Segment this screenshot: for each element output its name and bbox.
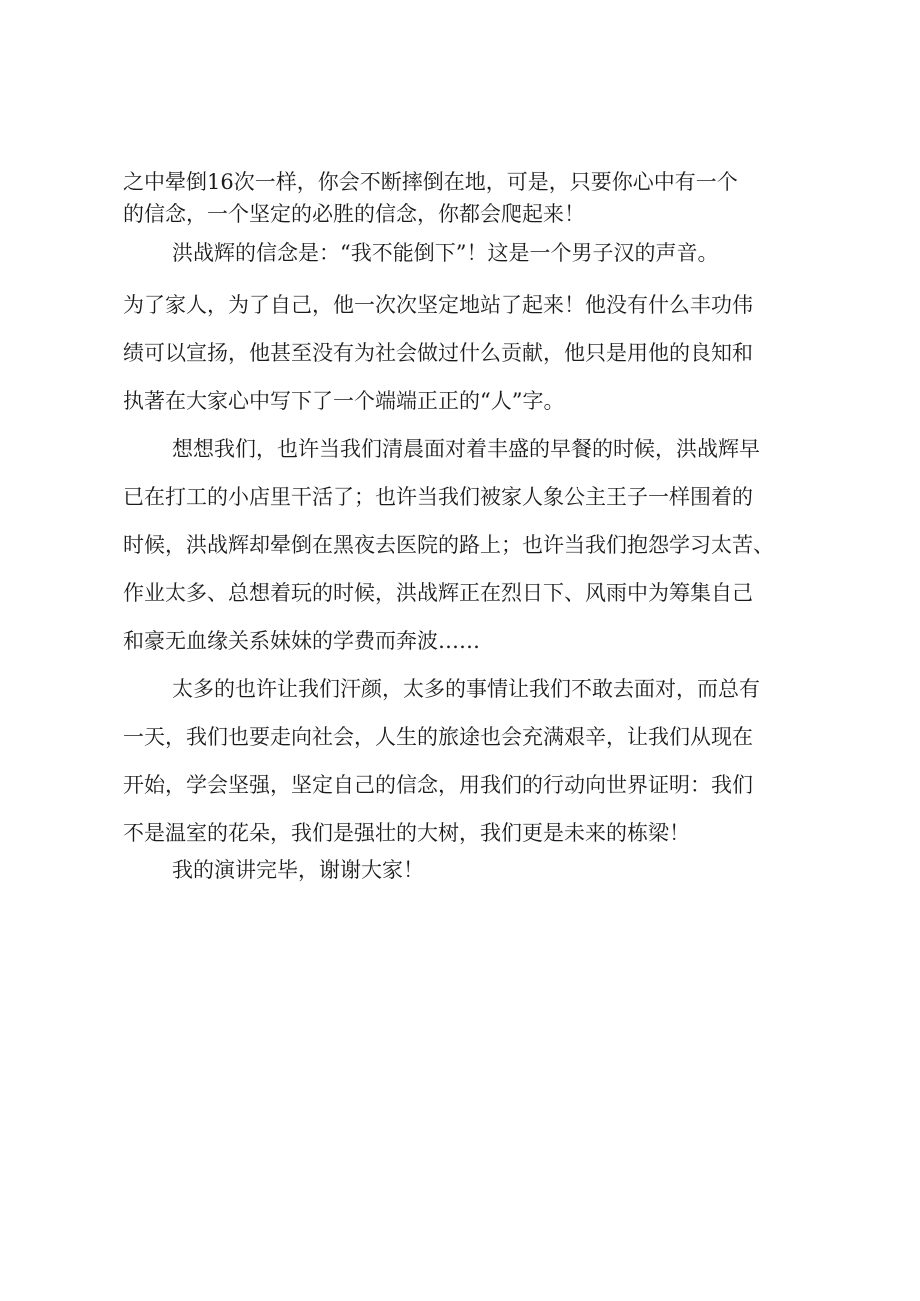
text-line: 作业太多、总想着玩的时候，洪战辉正在烈日下、风雨中为筹集自己 [123, 581, 753, 605]
text-line: 一天，我们也要走向社会，人生的旅途也会充满艰辛，让我们从现在 [123, 725, 753, 749]
text-line: 之中晕倒16次一样，你会不断摔倒在地，可是，只要你心中有一个 [123, 170, 738, 194]
paragraph-start-line: 太多的也许让我们汗颜，太多的事情让我们不敢去面对，而总有 [172, 677, 760, 701]
text-line: 执著在大家心中写下了一个端端正正的“人”字。 [123, 389, 565, 413]
text-line: 和豪无血缘关系妹妹的学费而奔波…… [123, 629, 480, 653]
text-line: 绩可以宣扬，他甚至没有为社会做过什么贡献，他只是用他的良知和 [123, 341, 753, 365]
text-line: 开始，学会坚强，坚定自己的信念，用我们的行动向世界证明：我们 [123, 773, 753, 797]
text-line: 的信念，一个坚定的必胜的信念，你都会爬起来！ [123, 202, 585, 226]
text-line: 不是温室的花朵，我们是强壮的大树，我们更是未来的栋梁！ [123, 821, 690, 845]
paragraph-start-line: 洪战辉的信念是：“我不能倒下”！这是一个男子汉的声音。 [172, 241, 719, 265]
text-line: 已在打工的小店里干活了；也许当我们被家人象公主王子一样围着的 [123, 485, 753, 509]
closing-line: 我的演讲完毕，谢谢大家！ [172, 858, 424, 882]
paragraph-start-line: 想想我们，也许当我们清晨面对着丰盛的早餐的时候，洪战辉早 [172, 437, 760, 461]
text-line: 为了家人，为了自己，他一次次坚定地站了起来！他没有什么丰功伟 [123, 293, 753, 317]
text-line: 时候，洪战辉却晕倒在黑夜去医院的路上；也许当我们抱怨学习太苦、 [123, 533, 774, 557]
